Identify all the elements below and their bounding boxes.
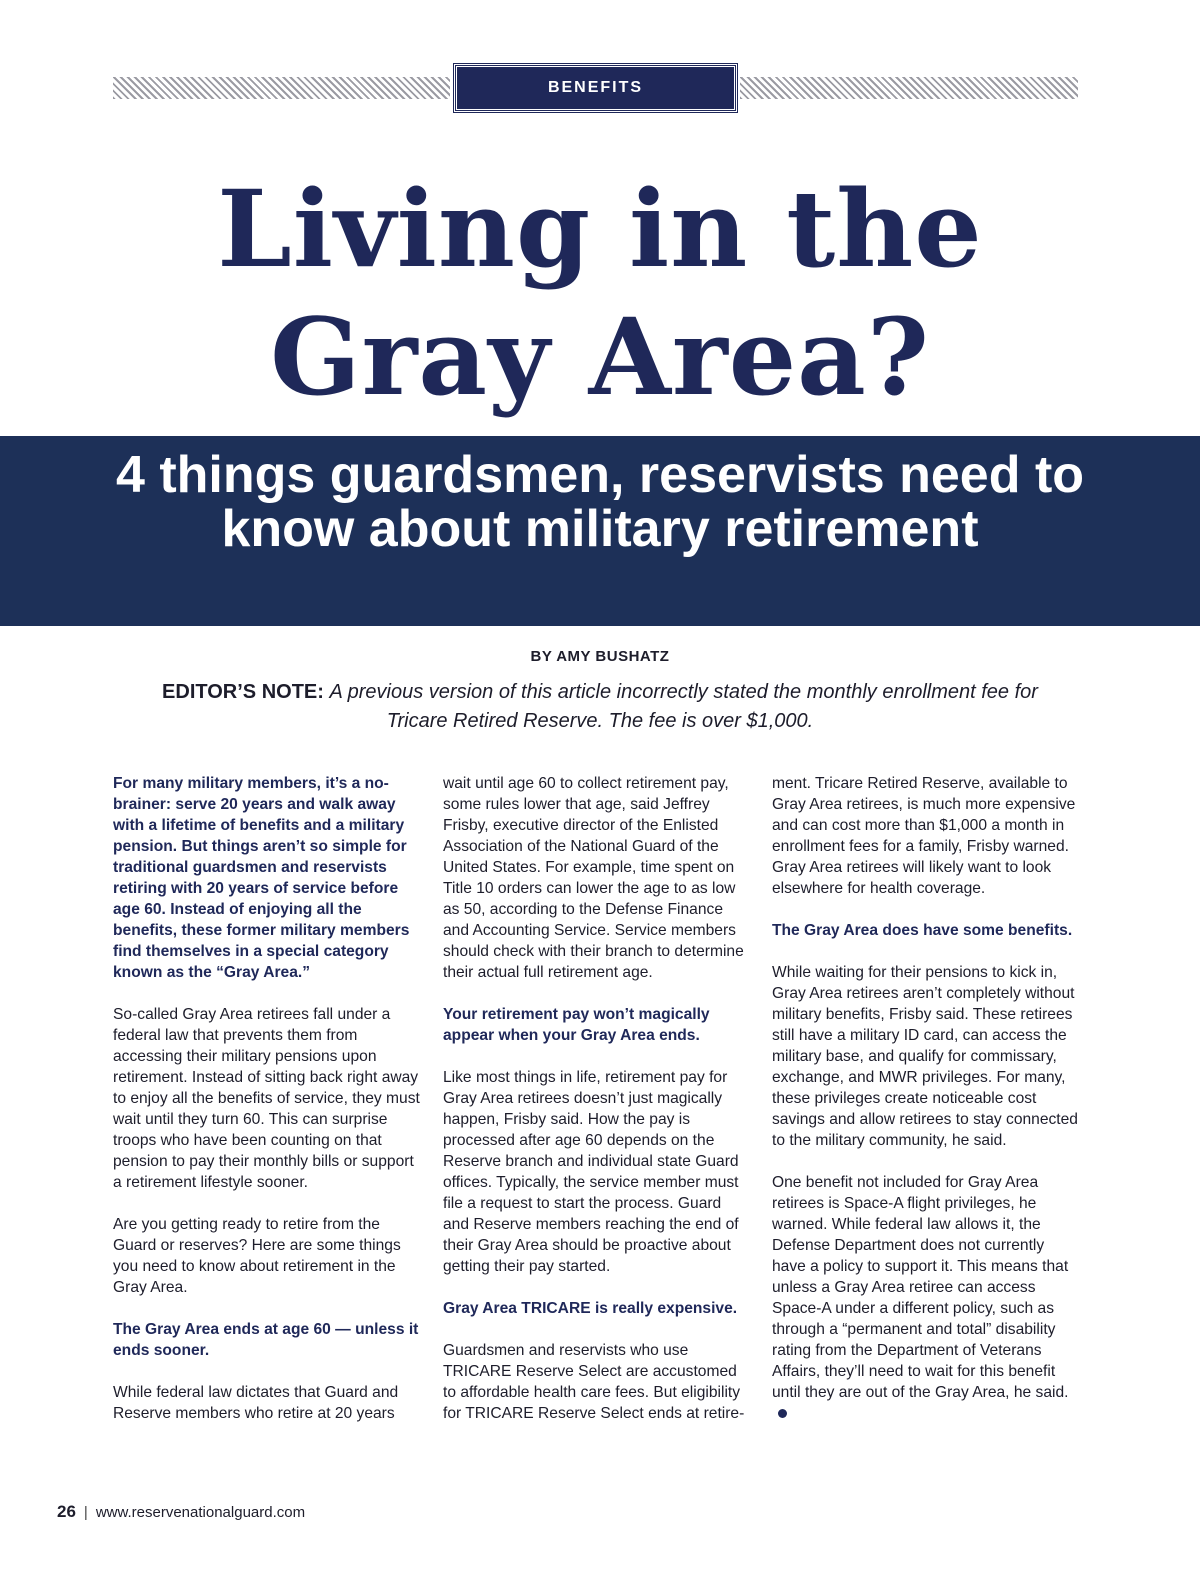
article-column-2 (443, 773, 751, 1445)
headline (0, 165, 1200, 421)
byline: BY AMY BUSHATZ (530, 648, 670, 665)
body-paragraph: Guardsmen and reservists who use TRICARE Reserve Select are accustomed to affordable health care fees. But eligibility for TRICARE Reserve Select ends at retire- (443, 1342, 745, 1422)
headline-line-1: Living in the (217, 166, 983, 291)
article-column-1 (113, 773, 421, 1445)
section-subhead: Your retirement pay won’t magically appear when your Gray Area ends. (443, 1006, 710, 1044)
subtitle: 4 things guardsmen, reservists need to know about military retirement (115, 446, 1085, 558)
body-paragraph: So-called Gray Area retirees fall under a federal law that prevents them from accessing their military pensions upon retirement. Instead of sitting back right away to enjoy all the benefits of service, they must wait until they turn 60. This can surprise troops who have been counting on that pension to pay their monthly bills or support a retirement lifestyle sooner. (113, 1006, 420, 1191)
final-paragraph (772, 1172, 1080, 1424)
final-paragraph-text: One benefit not included for Gray Area retirees is Space-A flight privileges, he warned. While federal law allows it, the Defense Department does not currently have a policy to support it. This means that unless a Gray Area retiree can access Space-A under a different policy, such as through a “permanent and total” disability rating from the Department of Veterans Affairs, they’ll need to wait for this benefit until they are out of the Gray Area, he said. (772, 1174, 1069, 1401)
article-column-3 (772, 773, 1080, 1445)
footer-separator: | (83, 1504, 88, 1521)
headline-line-2: Gray Area? (270, 294, 930, 419)
lead-paragraph: For many military members, it’s a no-brainer: serve 20 years and walk away with a lifetime of benefits and a military pension. But things aren’t so simple for traditional guardsmen and reservists retiring with 20 years of service before age 60. Instead of enjoying all the benefits, these former military members find themselves in a special category known as the “Gray Area.” (113, 775, 410, 981)
body-paragraph: wait until age 60 to collect retirement pay, some rules lower that age, said Jeffrey Frisby, executive director of the Enlisted Association of the National Guard of the United States. For example, time spent on Title 10 orders can lower the age to as low as 50, according to the Defense Finance and Accounting Service. Service members should check with their branch to determine their actual full retirement age. (443, 775, 744, 981)
body-paragraph: Are you getting ready to retire from the Guard or reserves? Here are some things you need to know about retirement in the Gray Area. (113, 1216, 401, 1296)
editor-note-label: EDITOR’S NOTE: (162, 681, 324, 703)
body-paragraph: ment. Tricare Retired Reserve, available to Gray Area retirees, is much more expensive and can cost more than $1,000 a month in enrollment fees for a family, Frisby warned. Gray Area retirees will likely want to look elsewhere for health coverage. (772, 775, 1076, 897)
body-paragraph: While federal law dictates that Guard and Reserve members who retire at 20 years (113, 1384, 399, 1422)
footer-url: www.reservenationalguard.com (95, 1504, 306, 1521)
editor-note-text: A previous version of this article incorrectly stated the monthly enrollment fee for Tricare Retired Reserve. The fee is over $1,000. (329, 681, 1038, 732)
hatch-divider-right (740, 77, 1078, 99)
body-paragraph: While waiting for their pensions to kick in, Gray Area retirees aren’t completely without military benefits, Frisby said. These retirees still have a military ID card, can access the military base, and qualify for commissary, exchange, and MWR privileges. For many, these privileges create noticeable cost savings and allow retirees to stay connected to the military community, he said. (772, 964, 1078, 1149)
section-bar (113, 64, 1078, 114)
page-number: 26 (57, 1502, 76, 1521)
section-subhead: The Gray Area does have some benefits. (772, 922, 1073, 939)
end-mark-icon (778, 1409, 787, 1418)
section-subhead: Gray Area TRICARE is really expensive. (443, 1300, 738, 1317)
section-label: BENEFITS (454, 64, 737, 112)
page-footer (57, 1502, 305, 1522)
body-paragraph: Like most things in life, retirement pay for Gray Area retirees doesn’t just magically happen, Frisby said. How the pay is processed after age 60 depends on the Reserve branch and individual state Guard offices. Typically, the service member must file a request to start the process. Guard and Reserve members reaching the end of their Gray Area should be proactive about getting their pay started. (443, 1069, 739, 1275)
hatch-divider-left (113, 77, 450, 99)
editor-note (150, 678, 1050, 736)
section-subhead: The Gray Area ends at age 60 — unless it ends sooner. (113, 1321, 419, 1359)
